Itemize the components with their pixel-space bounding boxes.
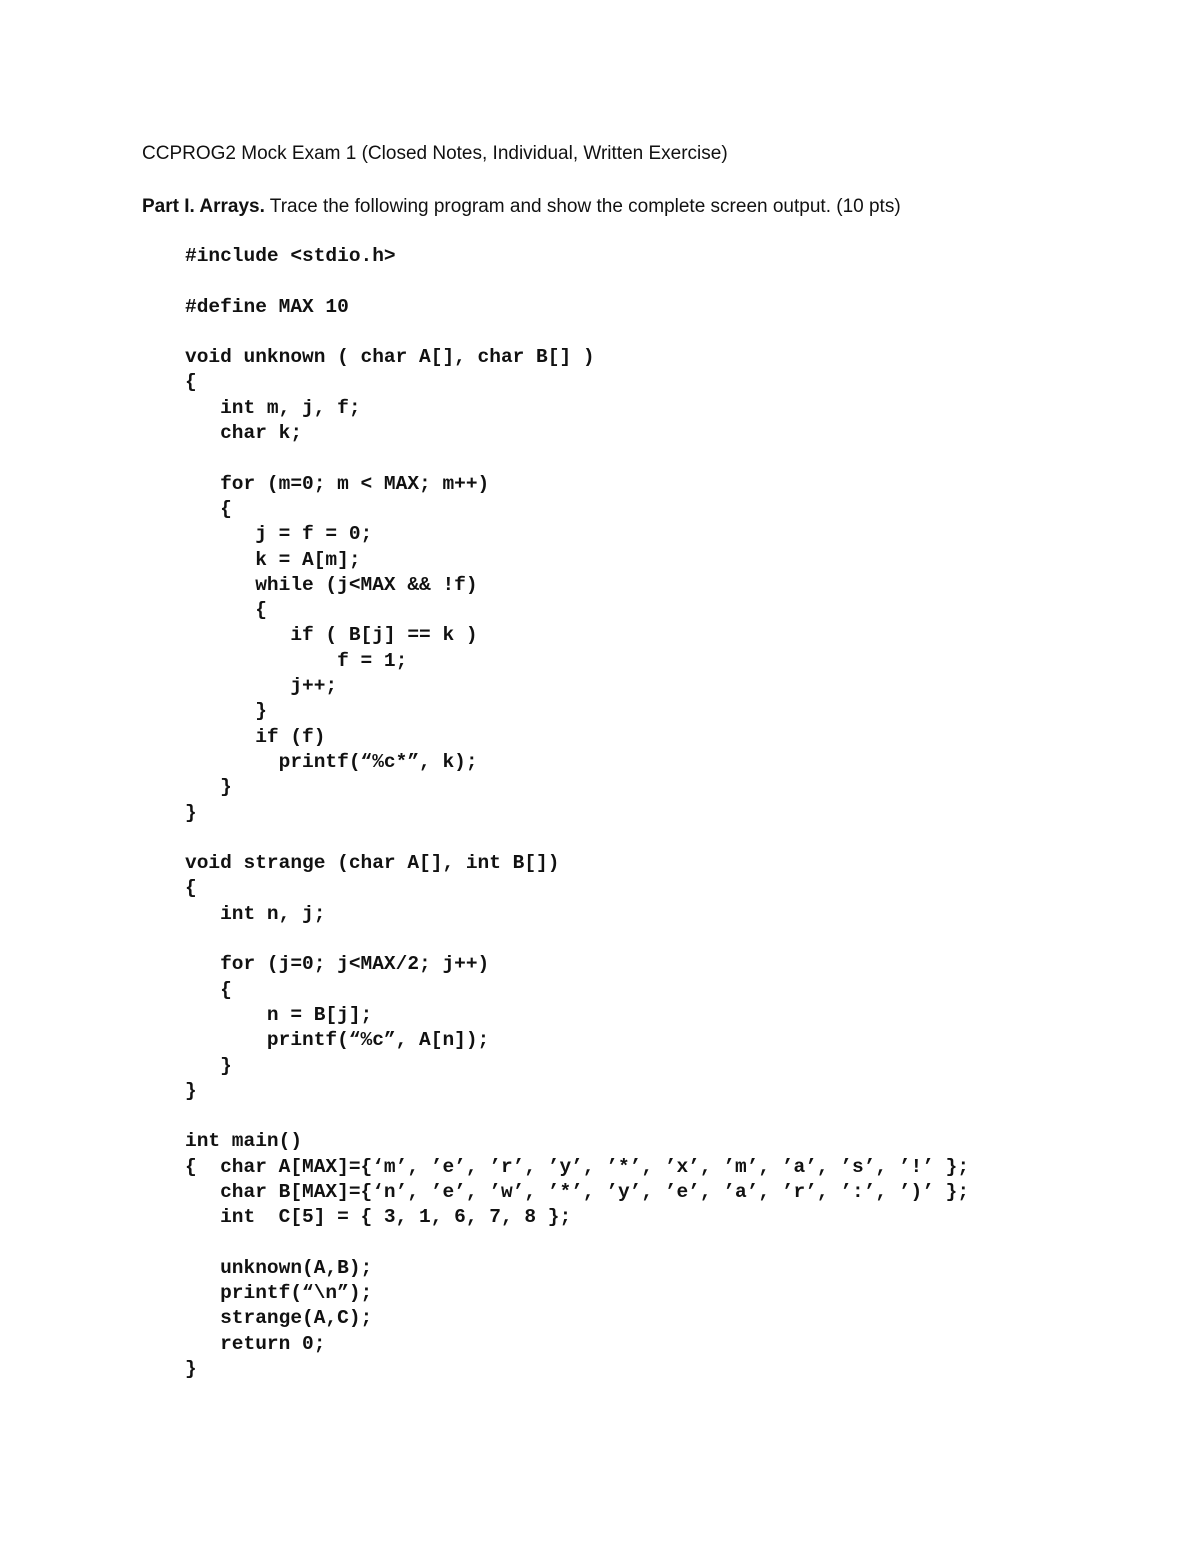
code-line: f = 1; xyxy=(185,649,408,672)
code-line: { char A[MAX]={‘m’, ’e’, ’r’, ’y’, ’*’, ’x’, ’m’, ’a’, ’s’, ’!’ }; xyxy=(185,1155,970,1178)
code-line: printf(“\n”); xyxy=(185,1282,373,1305)
code-line: } xyxy=(185,1054,232,1077)
code-line: int n, j; xyxy=(185,902,326,925)
code-line: return 0; xyxy=(185,1332,326,1355)
code-line xyxy=(185,269,969,294)
code-line: printf(“%c”, A[n]); xyxy=(185,1029,490,1052)
code-line xyxy=(185,446,969,471)
code-line xyxy=(185,826,969,851)
code-line: for (m=0; m < MAX; m++) xyxy=(185,472,490,495)
code-line: { xyxy=(185,599,267,622)
code-line xyxy=(185,1231,969,1256)
code-line: n = B[j]; xyxy=(185,1003,373,1026)
part-label: Part I. Arrays. xyxy=(142,196,265,217)
code-line: int main() xyxy=(185,1130,303,1153)
code-line: int C[5] = { 3, 1, 6, 7, 8 }; xyxy=(185,1206,572,1229)
code-line: } xyxy=(185,700,267,723)
code-line: void strange (char A[], int B[]) xyxy=(185,852,560,875)
code-line: { xyxy=(185,877,197,900)
code-line: while (j<MAX && !f) xyxy=(185,573,478,596)
code-line: { xyxy=(185,371,197,394)
code-line: strange(A,C); xyxy=(185,1307,373,1330)
code-listing xyxy=(185,244,969,1382)
part-instruction: Trace the following program and show the complete screen output. (10 pts) xyxy=(264,196,901,217)
code-line: { xyxy=(185,978,232,1001)
code-line xyxy=(185,1104,969,1129)
code-line: void unknown ( char A[], char B[] ) xyxy=(185,346,595,369)
code-line: int m, j, f; xyxy=(185,396,361,419)
code-line: } xyxy=(185,1358,197,1381)
code-line: printf(“%c*”, k); xyxy=(185,750,478,773)
code-line: #include <stdio.h> xyxy=(185,245,396,267)
code-line: for (j=0; j<MAX/2; j++) xyxy=(185,953,490,976)
code-line: } xyxy=(185,1079,197,1102)
code-line: j++; xyxy=(185,675,338,698)
code-line: char B[MAX]={‘n’, ’e’, ’w’, ’*’, ’y’, ’e’, ’a’, ’r’, ’:’, ’)’ }; xyxy=(185,1180,970,1203)
part-heading xyxy=(142,196,901,218)
code-line: #define MAX 10 xyxy=(185,295,349,318)
code-line xyxy=(185,320,969,345)
code-line: k = A[m]; xyxy=(185,548,361,571)
code-line xyxy=(185,927,969,952)
code-line: if ( B[j] == k ) xyxy=(185,624,478,647)
code-line: j = f = 0; xyxy=(185,523,373,546)
code-line: char k; xyxy=(185,422,303,445)
code-line: } xyxy=(185,801,197,824)
code-line: { xyxy=(185,497,232,520)
code-line: unknown(A,B); xyxy=(185,1256,373,1279)
exam-title: CCPROG2 Mock Exam 1 (Closed Notes, Individual, Written Exercise) xyxy=(142,143,728,164)
code-line: if (f) xyxy=(185,725,326,748)
code-line: } xyxy=(185,776,232,799)
